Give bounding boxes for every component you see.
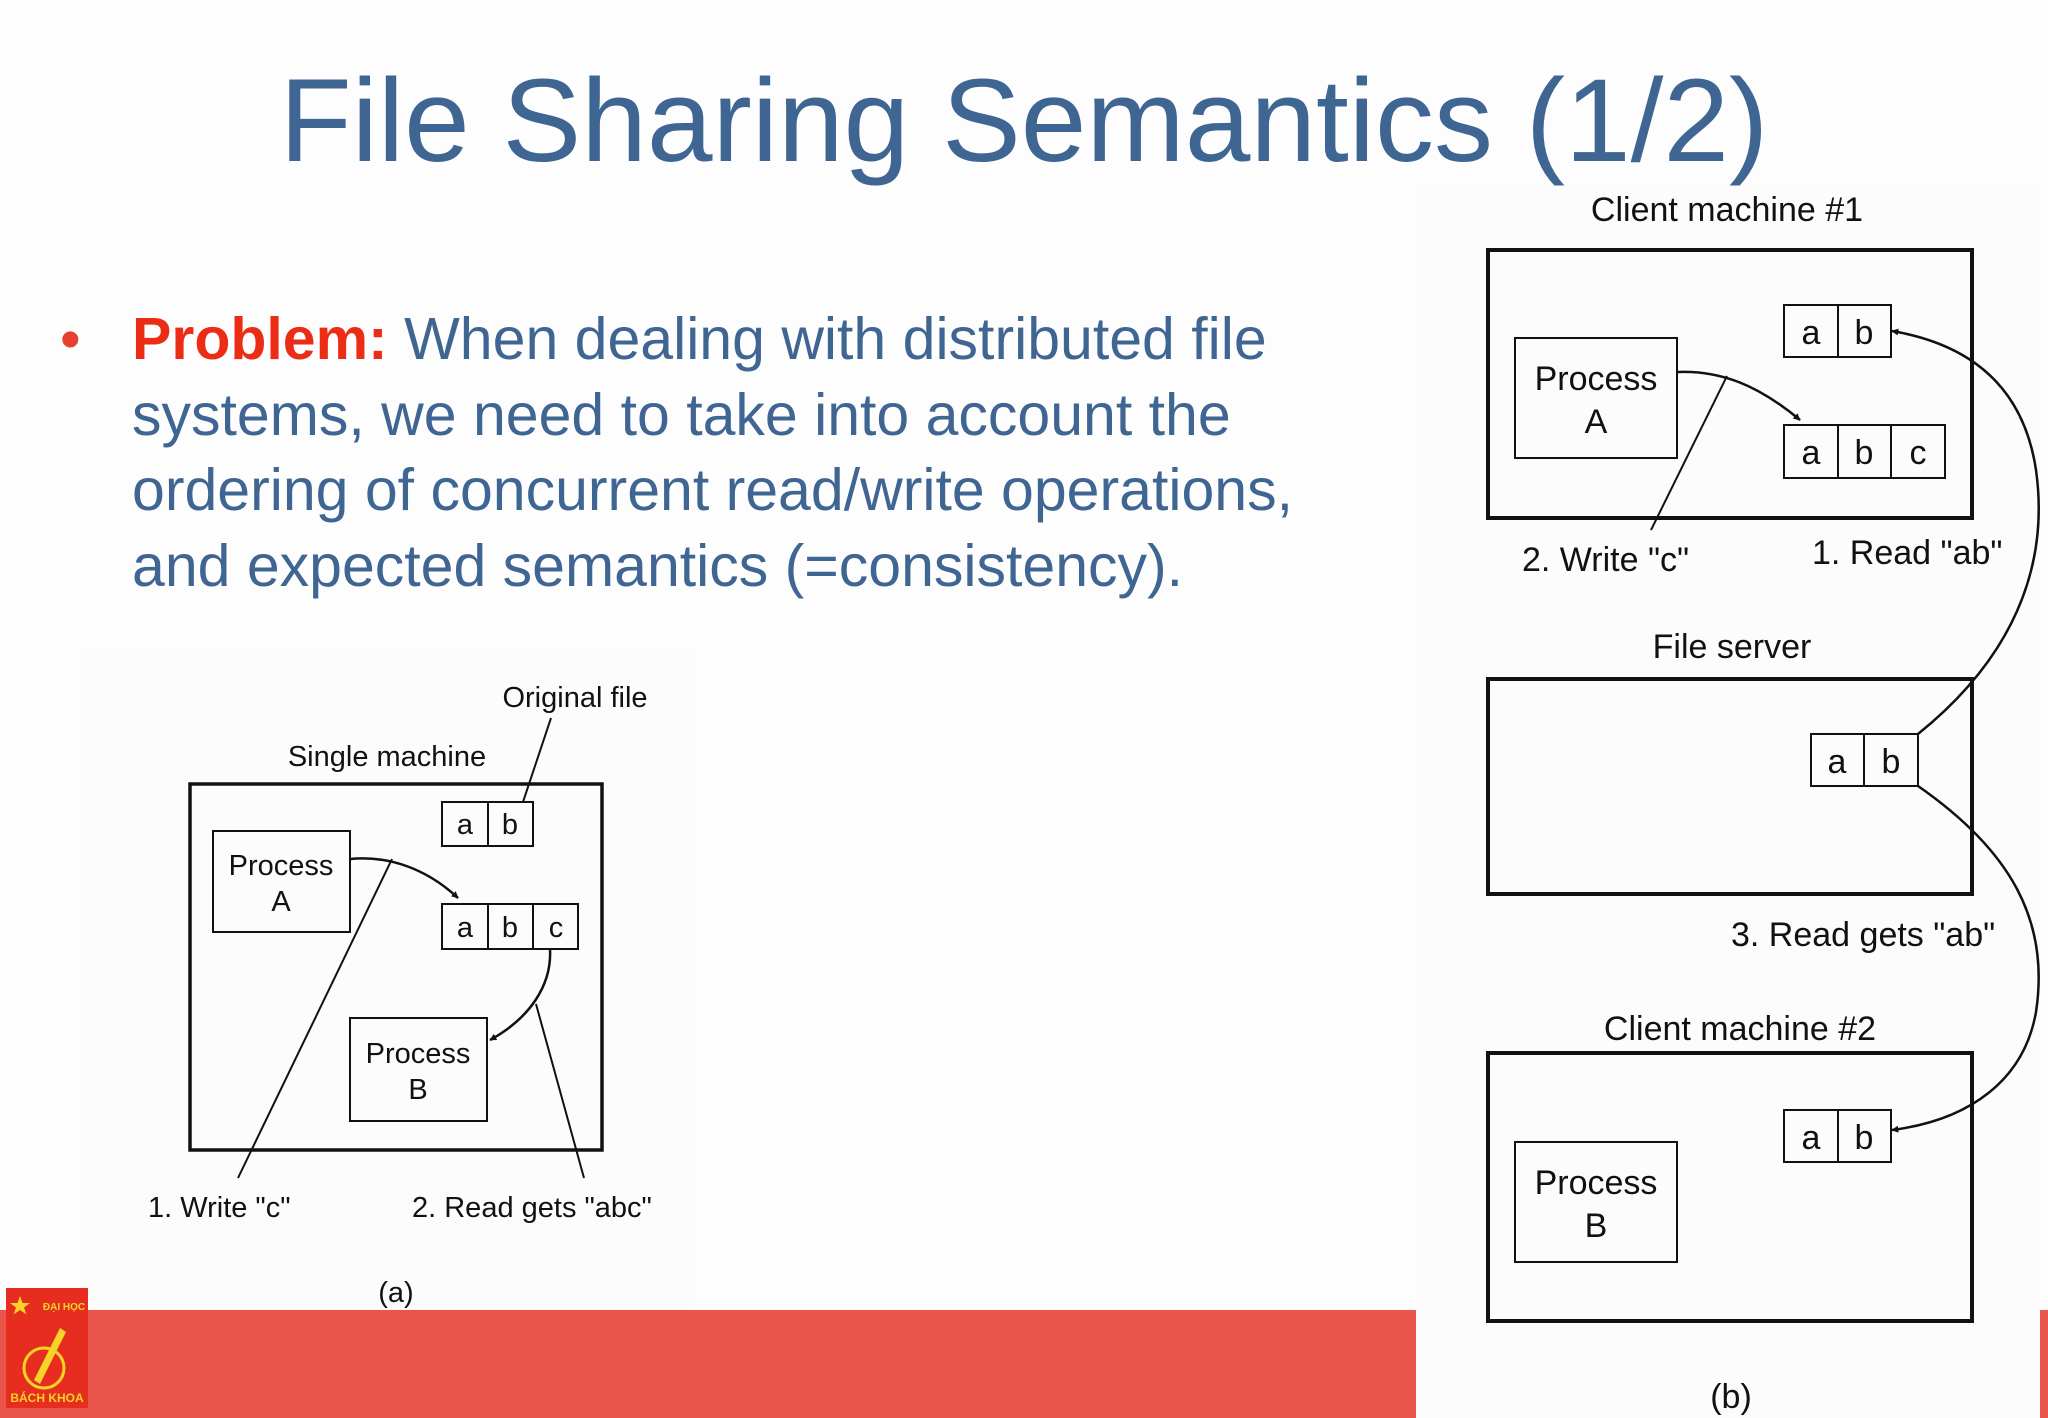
figure-b-process-b-label: Process xyxy=(1534,1164,1658,1202)
figure-b-process-a-label: Process xyxy=(1534,360,1658,398)
figure-b xyxy=(1488,191,2039,1416)
figure-b-client1-label: Client machine #1 xyxy=(1590,191,1864,229)
figure-a-step1-label: 1. Write "c" xyxy=(148,1192,291,1224)
figure-a-original-leader xyxy=(523,718,551,802)
university-logo xyxy=(6,1288,88,1408)
figure-a-process-a-label: Process xyxy=(228,850,334,882)
figure-b-process-b-letter: B xyxy=(1584,1207,1608,1245)
problem-label: Problem: xyxy=(132,306,388,372)
figure-b-server-file xyxy=(1811,734,1918,786)
figure-b-client2-label: Client machine #2 xyxy=(1603,1010,1877,1048)
figure-a-caption: (a) xyxy=(378,1277,414,1309)
figure-b-server-label: File server xyxy=(1652,628,1812,666)
file-cell: b xyxy=(1881,743,1901,781)
file-cell: a xyxy=(1801,434,1821,472)
figure-a-step2-label: 2. Read gets "abc" xyxy=(412,1192,652,1224)
figure-b-process-a-letter: A xyxy=(1584,403,1608,441)
figure-a-updated-file xyxy=(442,904,578,949)
figure-b-step3-label: 3. Read gets "ab" xyxy=(1731,916,1996,954)
logo-top-text: ĐẠI HỌC xyxy=(42,1302,86,1313)
file-cell: a xyxy=(456,912,474,944)
figure-b-client1-written-file xyxy=(1784,425,1945,478)
figure-a-process-b-label: Process xyxy=(365,1038,471,1070)
figure-b-client1-read-file xyxy=(1784,305,1891,357)
bullet-line-2: systems, we need to take into account the xyxy=(132,381,1231,448)
figure-b-read-ab-arrow xyxy=(1892,331,2039,734)
file-cell: a xyxy=(456,809,474,841)
figure-a-machine-label: Single machine xyxy=(287,741,487,773)
figure-b-step2-leader xyxy=(1651,376,1727,530)
slide-title: File Sharing Semantics (1/2) xyxy=(279,55,1769,187)
file-cell: b xyxy=(1854,434,1874,472)
file-cell: c xyxy=(1909,434,1927,472)
file-cell: c xyxy=(548,912,564,944)
bullet-line-1-text: When dealing with distributed file xyxy=(404,306,1267,372)
figure-a-step2-leader xyxy=(536,1004,584,1178)
figure-a-original-file-label: Original file xyxy=(502,682,648,714)
figure-a-machine-box xyxy=(190,784,602,1150)
figure-b-step2-label: 2. Write "c" xyxy=(1522,541,1690,579)
logo-bottom-text: BÁCH KHOA xyxy=(10,1391,84,1405)
figure-b-write-arrow xyxy=(1677,372,1800,420)
file-cell: b xyxy=(501,809,519,841)
figure-a-process-a-letter: A xyxy=(271,886,291,918)
figure-a-write-arrow xyxy=(350,858,458,898)
figure-a xyxy=(148,682,652,1309)
file-cell: a xyxy=(1801,1119,1821,1157)
figure-a-read-arrow xyxy=(490,949,550,1040)
bullet-marker: • xyxy=(60,306,81,372)
figure-b-read-gets-ab-arrow xyxy=(1892,786,2039,1130)
file-cell: b xyxy=(1854,1119,1874,1157)
file-cell: b xyxy=(1854,314,1874,352)
file-cell: a xyxy=(1827,743,1847,781)
bullet-line-4: and expected semantics (=consistency). xyxy=(132,532,1184,599)
figure-b-caption: (b) xyxy=(1710,1378,1752,1416)
figure-b-client2-file xyxy=(1784,1110,1891,1162)
figure-a-process-b-letter: B xyxy=(408,1074,428,1106)
figure-a-original-file xyxy=(442,802,533,846)
file-cell: b xyxy=(501,912,519,944)
file-cell: a xyxy=(1801,314,1821,352)
bullet-line-3: ordering of concurrent read/write operations, xyxy=(132,457,1293,523)
figure-b-step1-label: 1. Read "ab" xyxy=(1812,534,2003,572)
